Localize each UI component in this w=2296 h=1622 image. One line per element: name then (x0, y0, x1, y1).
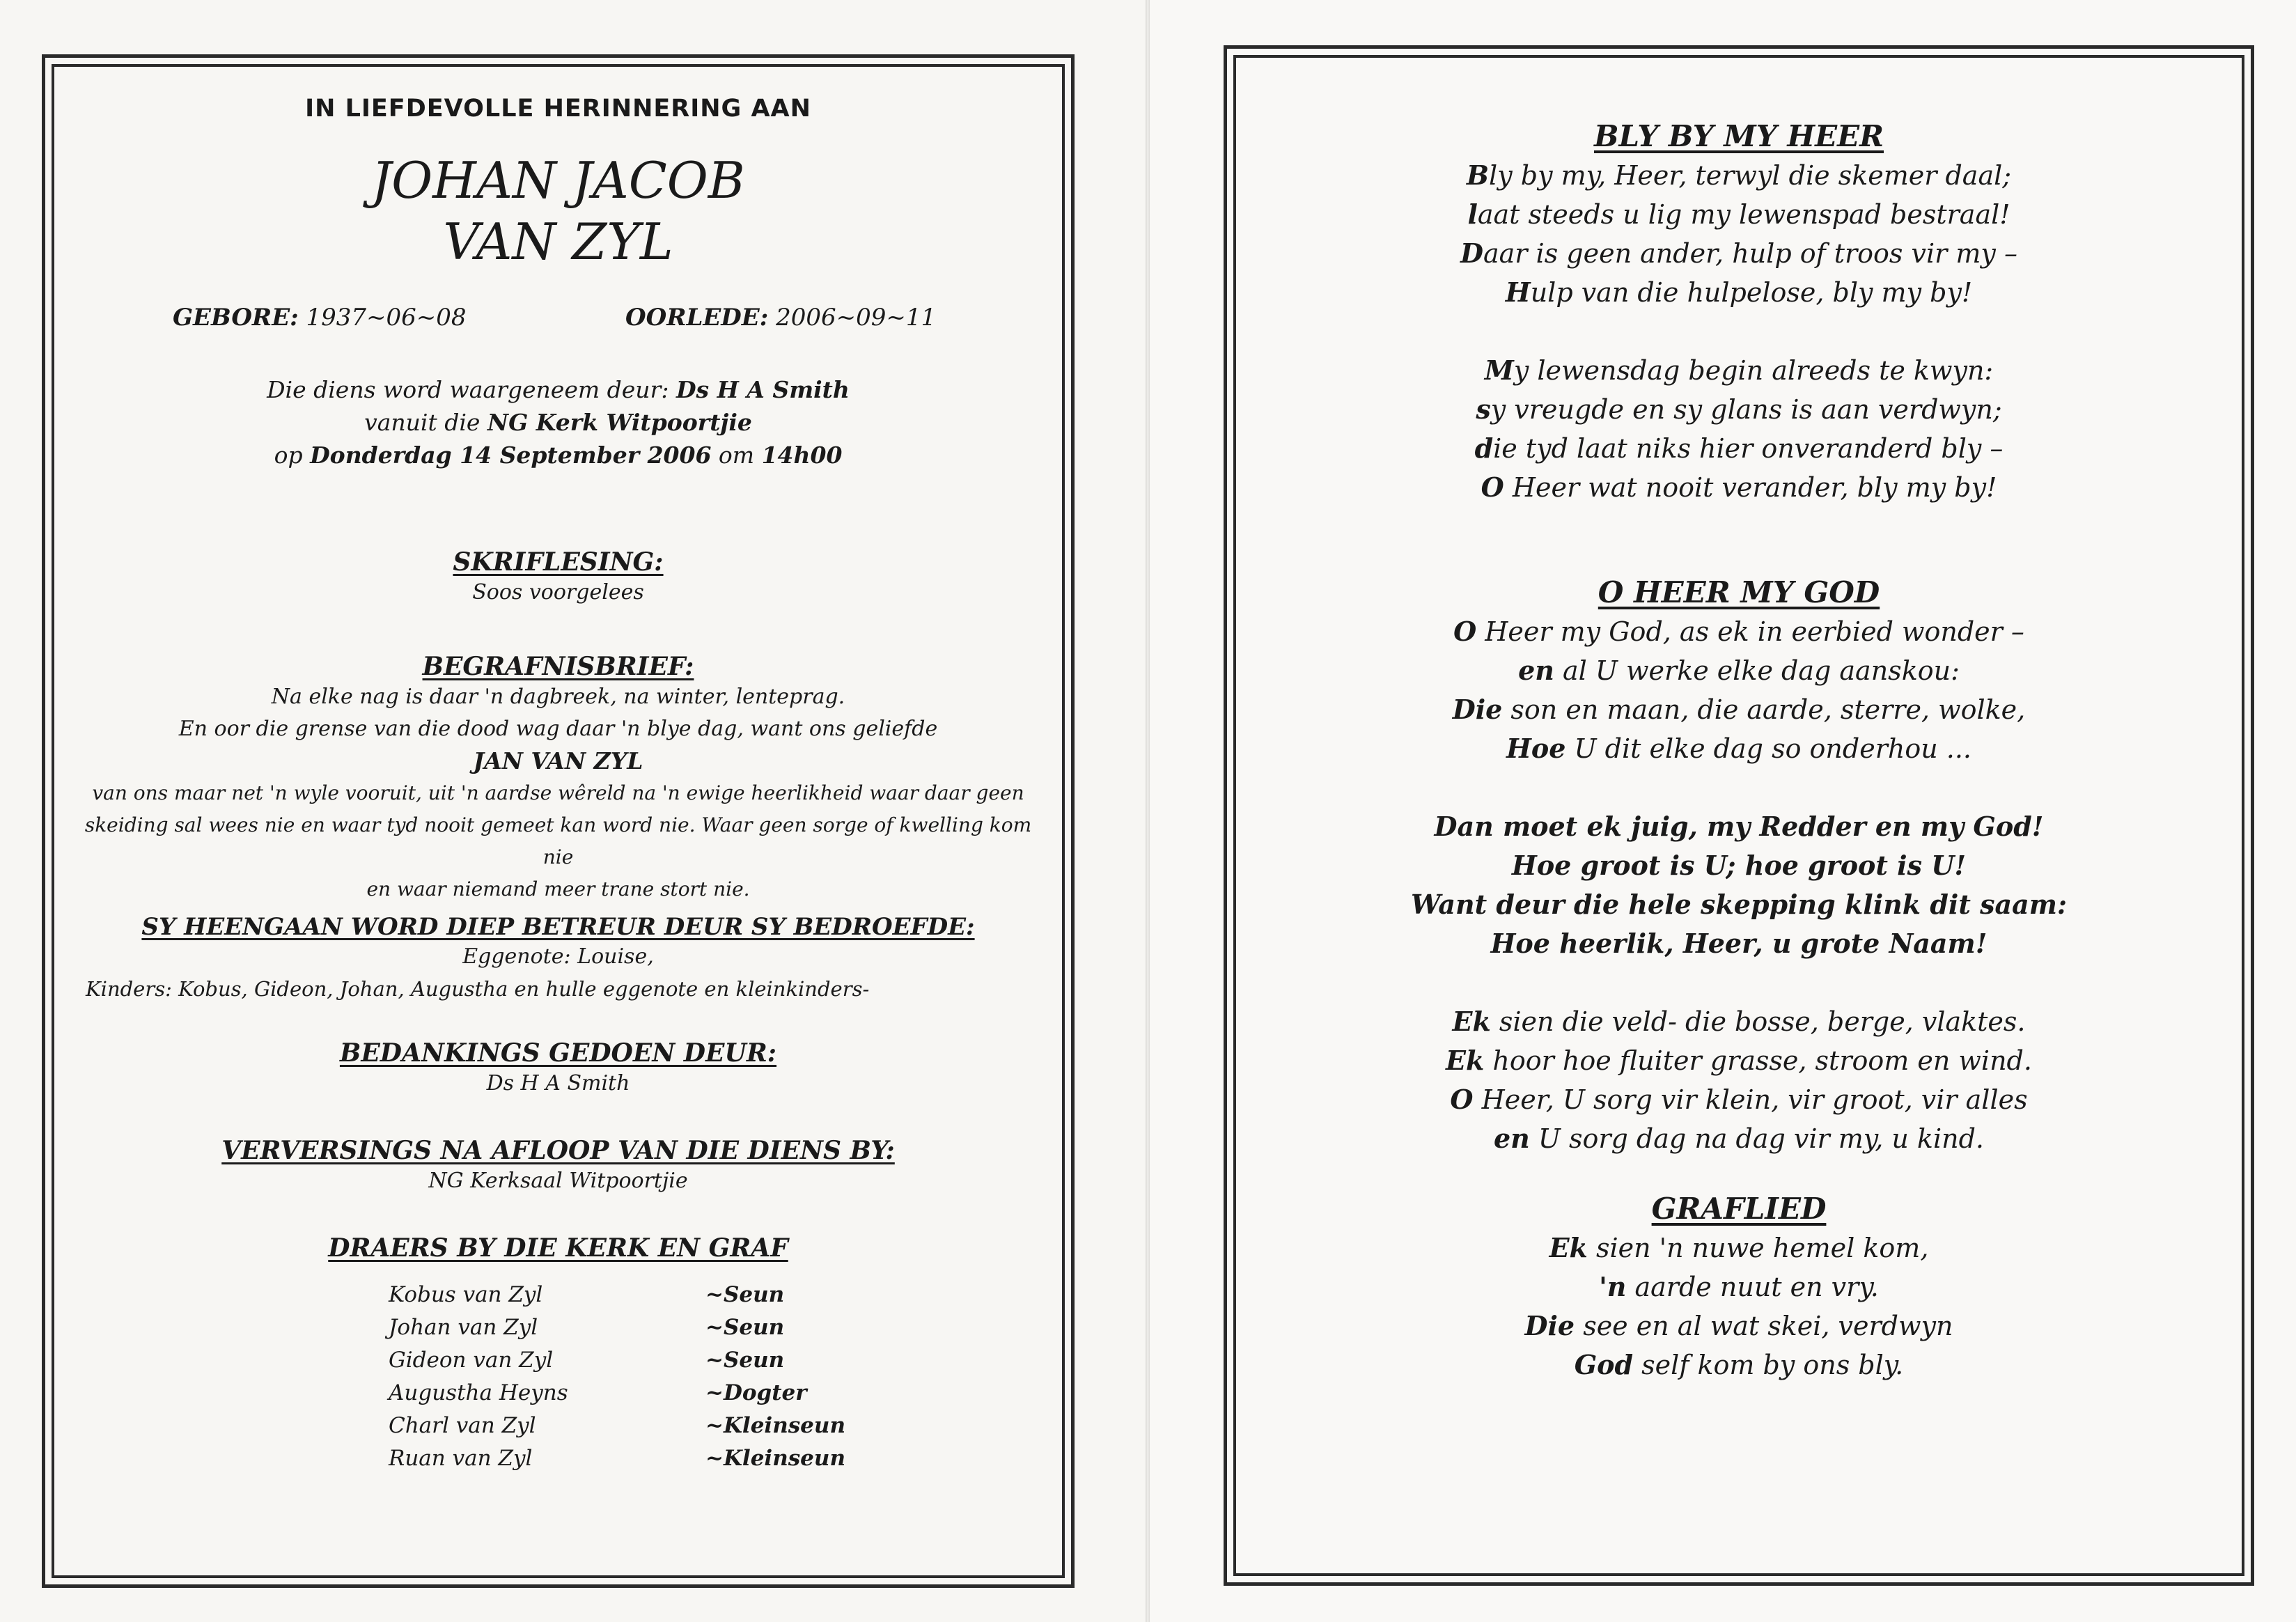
hymn-line: O Heer, U sorg vir klein, vir groot, vir alles (1450, 1084, 2028, 1115)
stanza-gap (1236, 963, 2242, 1002)
hymn-title: BLY BY MY HEER (1593, 119, 1884, 153)
bearer-row: Johan van Zyl ~Seun (389, 1315, 785, 1340)
bearers-list (54, 1282, 1062, 1479)
left-inner-frame (52, 64, 1065, 1578)
hymn-line: Hulp van die hulpelose, bly my by! (1505, 276, 1973, 308)
bearer-row: Ruan van Zyl ~Kleinseun (389, 1446, 845, 1471)
thanks-title: BEDANKINGS GEDOEN DEUR: (339, 1038, 777, 1068)
hymn-title: GRAFLIED (1651, 1192, 1827, 1226)
hymn-title: O HEER MY GOD (1598, 575, 1880, 609)
letter-line: van ons maar net 'n wyle vooruit, uit 'n aardse wêreld na 'n ewige heerlikheid waar daar geen (92, 781, 1024, 804)
memorial-heading: IN LIEFDEVOLLE HERINNERING AAN (305, 95, 811, 123)
hymn-line: Die son en maan, die aarde, sterre, wolke, (1452, 694, 2026, 725)
refreshments-text: NG Kerksaal Witpoortjie (428, 1169, 688, 1193)
letter-line: Na elke nag is daar 'n dagbreek, na winter, lenteprag. (271, 685, 845, 709)
stanza-gap (1236, 768, 2242, 807)
reading-title: SKRIFLESING: (453, 547, 664, 577)
funeral-letter-section (68, 652, 1048, 905)
page-fold (1146, 0, 1150, 1622)
mourners-children: Kinders: Kobus, Gideon, Johan, Augustha en hulle eggenote en kleinkinders- (86, 977, 870, 1001)
mourners-spouse: Eggenote: Louise, (462, 944, 654, 969)
hymn-line: laat steeds u lig my lewenspad bestraal! (1467, 198, 2010, 230)
mourners-title: SY HEENGAAN WORD DIEP BETREUR DEUR SY BEDROEFDE: (141, 913, 975, 941)
deceased-name-last: VAN ZYL (443, 212, 673, 271)
hymn-line: Ek sien 'n nuwe hemel kom, (1549, 1232, 1929, 1263)
hymn-line: Hoe heerlik, Heer, u grote Naam! (1490, 928, 1987, 959)
refreshments-title: VERVERSINGS NA AFLOOP VAN DIE DIENS BY: (221, 1136, 895, 1165)
service-details (68, 373, 1048, 471)
letter-line: skeiding sal wees nie en waar tyd nooit gemeet kan word nie. Waar geen sorge of kwelling kom nie (84, 813, 1032, 868)
hymn-line: O Heer wat nooit verander, bly my by! (1481, 471, 1997, 503)
bearers-title: DRAERS BY DIE KERK EN GRAF (328, 1233, 788, 1263)
hymn-line: en U sorg dag na dag vir my, u kind. (1493, 1123, 1984, 1154)
reading-text: Soos voorgelees (472, 580, 644, 605)
letter-line: En oor die grense van die dood wag daar 'n blye dag, want ons geliefde (178, 717, 938, 741)
hymn-line: Ek sien die veld- die bosse, berge, vlaktes. (1452, 1006, 2026, 1037)
hymn-line: Hoe U dit elke dag so onderhou ... (1506, 733, 1971, 764)
right-inner-frame (1233, 55, 2244, 1576)
death-date: OORLEDE: 2006~09~11 (625, 304, 937, 332)
hymn-graflied (1236, 1190, 2242, 1385)
bearer-row: Charl van Zyl ~Kleinseun (389, 1413, 845, 1438)
service-line: Die diens word waargeneem deur: Ds H A Smith (267, 376, 850, 403)
bearer-row: Gideon van Zyl ~Seun (389, 1348, 785, 1373)
stanza-gap (1236, 312, 2242, 351)
letter-title: BEGRAFNISBRIEF: (422, 652, 694, 681)
hymn-line: Ek hoor hoe fluiter grasse, stroom en wind. (1446, 1045, 2032, 1076)
hymn-line: Die see en al wat skei, verdwyn (1524, 1310, 1953, 1341)
reading-section (68, 547, 1048, 609)
hymn-bly-by-my-heer (1236, 117, 2242, 507)
birth-date: GEBORE: 1937~06~08 (173, 304, 467, 332)
hymn-line: My lewensdag begin alreeds te kwyn: (1484, 354, 1994, 386)
letter-name: JAN VAN ZYL (473, 747, 643, 774)
hymn-o-heer-my-god (1236, 573, 2242, 1158)
hymn-line: God self kom by ons bly. (1574, 1349, 1904, 1380)
service-line: op Donderdag 14 September 2006 om 14h00 (274, 442, 843, 469)
thanks-section (68, 1038, 1048, 1100)
mourners-section (68, 913, 1048, 1005)
hymn-line: sy vreugde en sy glans is aan verdwyn; (1476, 393, 2002, 425)
hymn-line: Want deur die hele skepping klink dit saam: (1410, 889, 2068, 920)
hymn-line: en al U werke elke dag aanskou: (1518, 655, 1960, 686)
service-line: vanuit die NG Kerk Witpoortjie (364, 409, 752, 436)
thanks-text: Ds H A Smith (486, 1071, 630, 1095)
refreshments-section (68, 1136, 1048, 1197)
right-border-frame (1224, 45, 2254, 1586)
bearer-row: Augustha Heyns ~Dogter (389, 1380, 807, 1405)
left-border-frame (42, 54, 1075, 1588)
hymn-line: die tyd laat niks hier onveranderd bly – (1474, 432, 2004, 464)
hymn-line: O Heer my God, as ek in eerbied wonder – (1453, 616, 2024, 647)
hymn-line: Bly by my, Heer, terwyl die skemer daal; (1466, 159, 2012, 191)
letter-line: en waar niemand meer trane stort nie. (366, 878, 750, 900)
hymn-line: Daar is geen ander, hulp of troos vir my – (1460, 237, 2017, 269)
hymn-line: Dan moet ek juig, my Redder en my God! (1434, 811, 2044, 842)
hymn-line: 'n aarde nuut en vry. (1599, 1271, 1879, 1302)
bearers-heading-block (68, 1233, 1048, 1263)
hymn-line: Hoe groot is U; hoe groot is U! (1511, 850, 1967, 881)
bearer-row: Kobus van Zyl ~Seun (389, 1282, 785, 1307)
deceased-name-first: JOHAN JACOB (371, 151, 745, 210)
